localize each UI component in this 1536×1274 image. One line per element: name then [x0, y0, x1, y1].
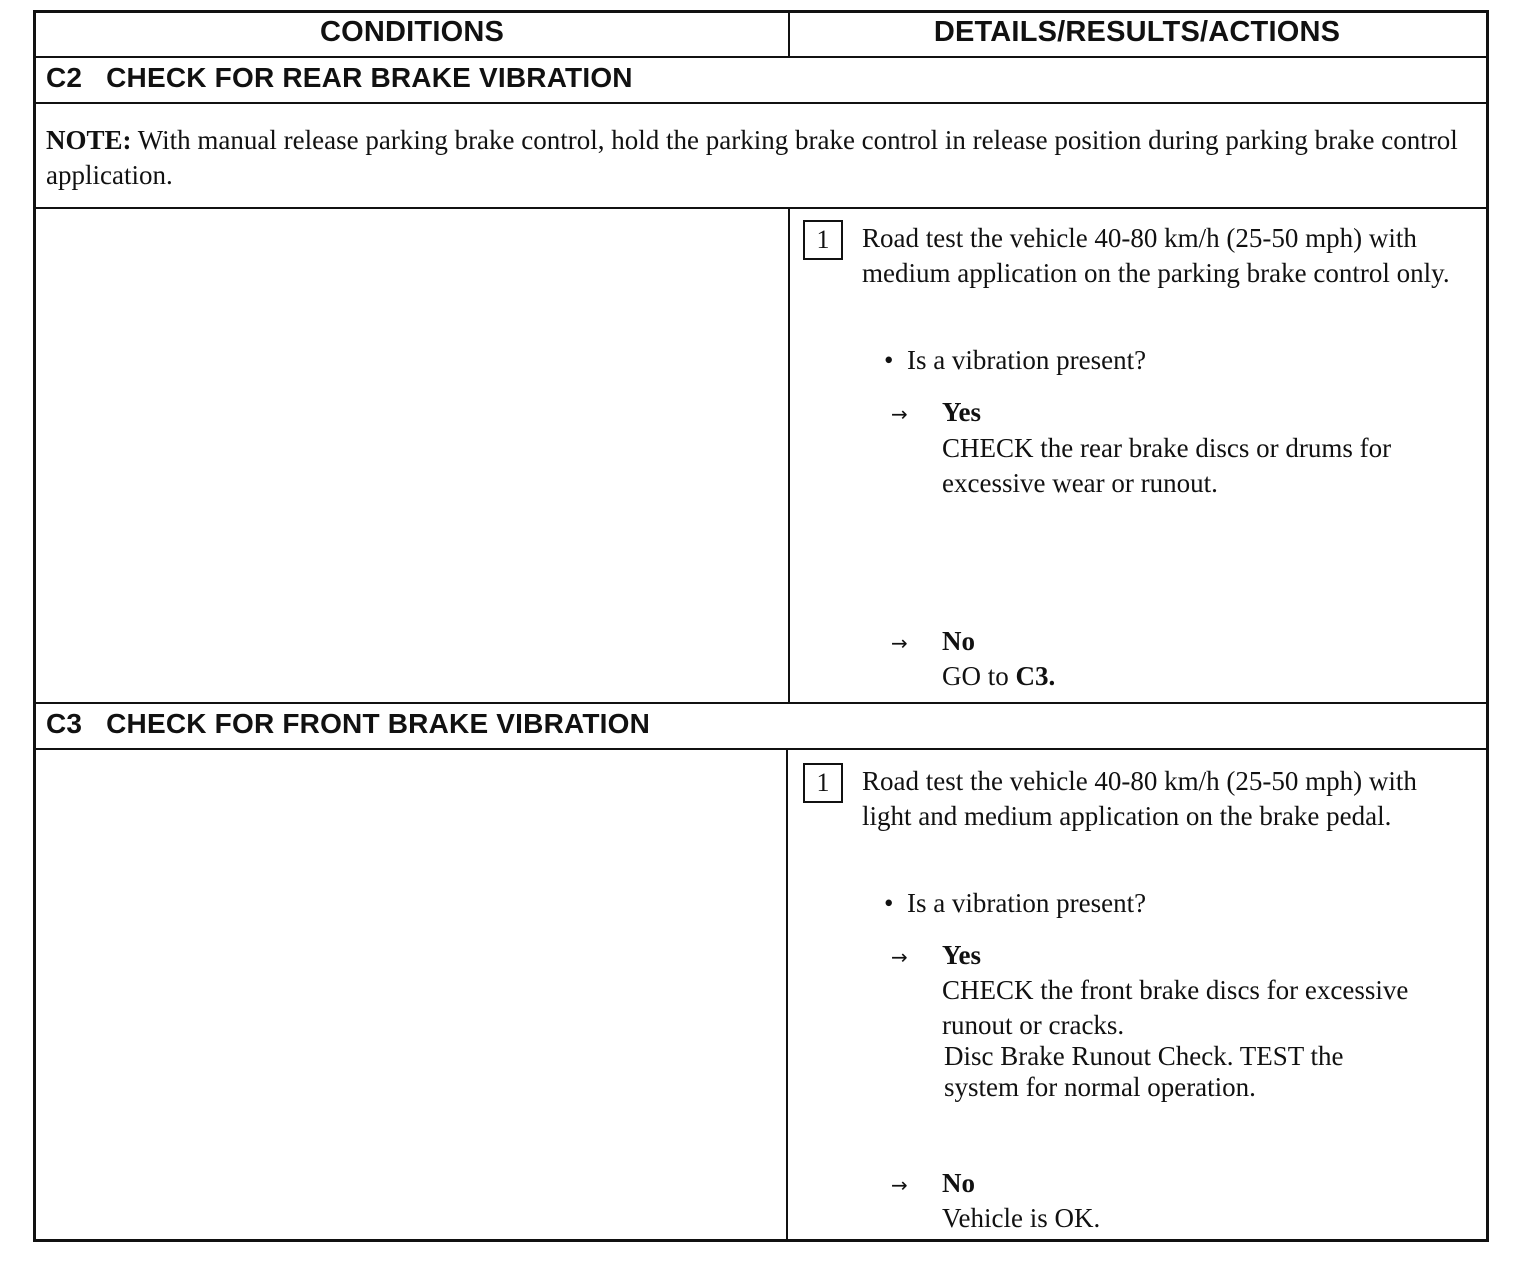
divider-c3-start	[36, 702, 1486, 704]
diagnostic-table	[33, 10, 1489, 1242]
step-text: Road test the vehicle 40-80 km/h (25-50 mph) with medium application on the parking brake control only.	[862, 223, 1450, 288]
column-divider-header	[788, 13, 790, 57]
divider-c2-title	[36, 102, 1486, 104]
no-label: No	[942, 1168, 975, 1198]
arrow-right-icon: →	[891, 945, 908, 969]
note	[46, 123, 1466, 193]
no-text: Vehicle is OK.	[942, 1203, 1101, 1233]
yes-label: Yes	[942, 940, 981, 970]
column-divider-c2	[788, 208, 790, 703]
no-text	[942, 659, 1482, 694]
divider-header	[36, 56, 1486, 58]
arrow-right-icon: →	[891, 402, 908, 426]
c3-link[interactable]: C3.	[1015, 661, 1056, 691]
question	[884, 343, 1146, 378]
section-title-c3: C3 CHECK FOR FRONT BRAKE VIBRATION	[46, 708, 651, 739]
column-divider-c3	[786, 749, 788, 1242]
step-number-box: 1	[803, 220, 843, 260]
arrow-right-icon: →	[891, 631, 908, 655]
header-conditions: CONDITIONS	[319, 16, 505, 48]
step-number-box: 1	[803, 763, 843, 803]
header-details: DETAILS/RESULTS/ACTIONS	[933, 16, 1341, 48]
yes-text: CHECK the front brake discs for excessive runout or cracks.	[942, 975, 1409, 1040]
section-title-c2: C2 CHECK FOR REAR BRAKE VIBRATION	[46, 62, 633, 93]
bullet-icon: •	[884, 888, 894, 918]
no-text-prefix: GO to	[942, 661, 1016, 691]
question-text: Is a vibration present?	[906, 345, 1147, 375]
divider-c2-note	[36, 207, 1486, 209]
yes-text: CHECK the rear brake discs or drums for excessive wear or runout.	[942, 433, 1392, 498]
divider-c3-title	[36, 748, 1486, 750]
yes-text-runout-check: Disc Brake Runout Check. TEST the system for normal operation.	[944, 1041, 1344, 1102]
yes-label: Yes	[942, 397, 981, 427]
note-label: NOTE:	[46, 125, 132, 155]
no-label: No	[942, 626, 975, 656]
step-text: Road test the vehicle 40-80 km/h (25-50 mph) with light and medium application on the brake pedal.	[862, 766, 1417, 831]
question	[884, 886, 1146, 921]
arrow-right-icon: →	[891, 1173, 908, 1197]
question-text: Is a vibration present?	[906, 888, 1147, 918]
bullet-icon: •	[884, 345, 894, 375]
note-text: With manual release parking brake control, hold the parking brake control in release position during parking brake control application.	[46, 125, 1458, 190]
